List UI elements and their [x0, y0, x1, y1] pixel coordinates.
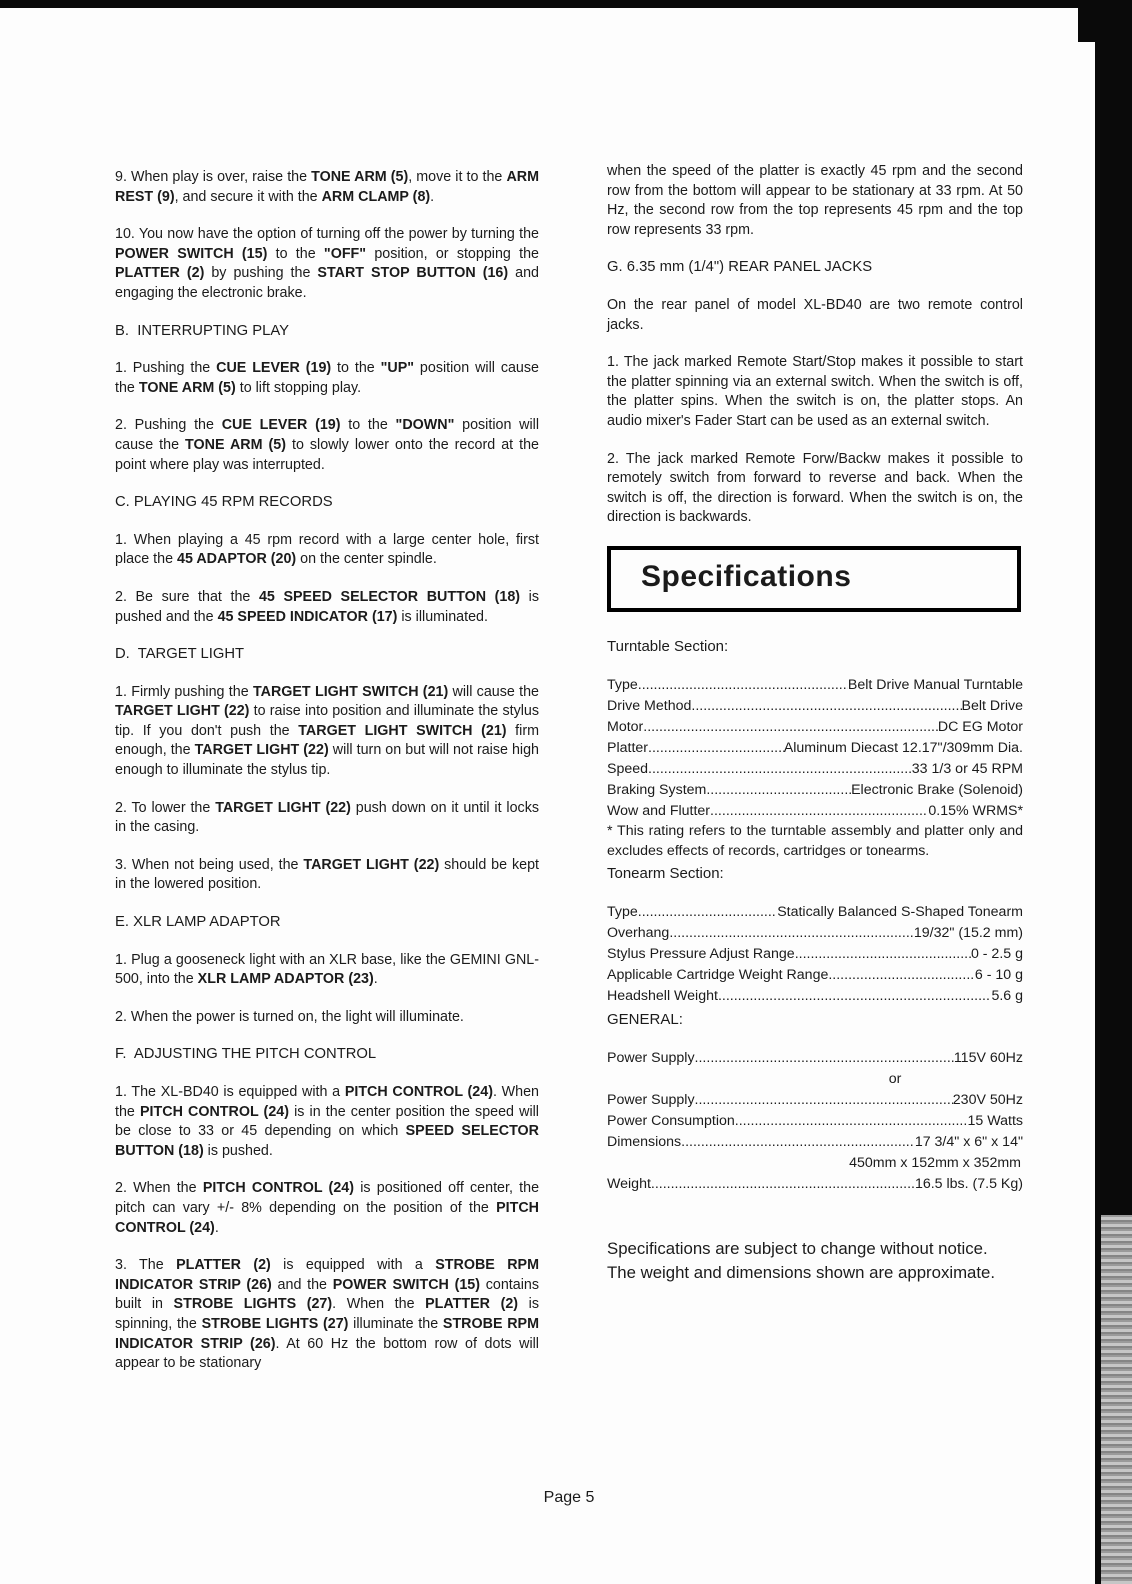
- bold-term: XLR LAMP ADAPTOR (23): [197, 971, 374, 988]
- spec-line: [607, 675, 1023, 696]
- text-run: 1. When playing a 45 rpm record with a large center hole, first place the: [115, 531, 539, 568]
- dot-leader: [648, 738, 784, 759]
- dot-leader: [735, 1111, 968, 1132]
- section-heading: C. PLAYING 45 RPM RECORDS: [115, 494, 333, 511]
- bold-term: TARGET LIGHT (22): [303, 856, 440, 873]
- spec-label: Braking System: [607, 781, 707, 798]
- dot-leader: [691, 696, 961, 717]
- bold-term: "UP": [380, 360, 415, 377]
- text-run: 3. When not being used, the: [115, 856, 304, 873]
- text-run: on the center spindle.: [296, 551, 437, 568]
- bold-term: "DOWN": [395, 417, 455, 434]
- bold-term: START STOP BUTTON (16): [317, 265, 509, 282]
- text-run: 1. Pushing the: [115, 360, 217, 377]
- bold-term: SPEED SELECTOR BUTTON (18): [115, 1123, 539, 1159]
- text-run: . At 60 Hz the bottom row of dots will appear to be stationary: [115, 1335, 539, 1372]
- bold-term: 45 SPEED SELECTOR BUTTON (18): [258, 588, 521, 605]
- dot-leader: [695, 1090, 953, 1111]
- left-column: [115, 168, 539, 1392]
- text-run: position, or stopping the: [366, 245, 540, 262]
- spec-line: [607, 1048, 1023, 1069]
- text-run: . When the: [332, 1296, 426, 1313]
- spec-section-title: Turntable Section:: [607, 637, 729, 655]
- page-number: Page 5: [543, 1489, 595, 1506]
- dot-leader: [681, 1132, 915, 1153]
- text-run: is in the center position the speed will be close to 33 or 45 depending on which: [115, 1103, 539, 1140]
- dot-leader: [669, 923, 914, 944]
- bold-term: STROBE LIGHTS (27): [201, 1315, 349, 1332]
- paragraph: [607, 450, 1023, 528]
- spec-label: Motor: [607, 718, 644, 735]
- spec-value: Belt Drive Manual Turntable: [847, 676, 1023, 693]
- spec-line: [607, 801, 1023, 822]
- text-run: . When the: [115, 1084, 539, 1120]
- spec-line: [607, 759, 1023, 780]
- text-run: 2. When the: [115, 1180, 203, 1197]
- text-run: is pushed and the: [115, 588, 539, 625]
- spec-line: [607, 717, 1023, 738]
- text-run: , move it to the: [408, 169, 507, 185]
- text-run: 2. To lower the: [115, 799, 216, 816]
- text-run: is pushed.: [203, 1142, 273, 1159]
- spec-label: Platter: [607, 739, 649, 756]
- bold-term: POWER SWITCH (15): [115, 245, 268, 262]
- spec-label: Drive Method: [607, 697, 692, 714]
- dot-leader: [828, 965, 975, 986]
- spec-value: Aluminum Diecast 12.17"/309mm Dia.: [783, 739, 1023, 756]
- spec-line: [607, 696, 1023, 717]
- spec-line: [607, 1132, 1023, 1153]
- text-run: by pushing the: [204, 265, 318, 282]
- spec-line: [607, 986, 1023, 1007]
- paragraph: [115, 168, 539, 207]
- spec-value: 230V 50Hz: [952, 1092, 1023, 1109]
- paragraph: [607, 353, 1023, 431]
- text-run: to slowly lower onto the record at the point where play was interrupted.: [115, 436, 539, 473]
- spec-value: 5.6 g: [991, 988, 1023, 1005]
- bold-term: 45 SPEED INDICATOR (17): [217, 608, 398, 625]
- paragraph: [115, 1008, 539, 1028]
- spec-value: DC EG Motor: [937, 718, 1023, 735]
- paragraph: [115, 1179, 539, 1238]
- spec-label: Speed: [607, 760, 649, 777]
- text-run: 2. When the power is turned on, the light will illuminate.: [115, 1008, 464, 1025]
- text-run: and engaging the electronic brake.: [115, 265, 539, 301]
- paragraph: [115, 951, 539, 990]
- text-run: is equipped with a: [270, 1257, 436, 1274]
- bold-term: TONE ARM (5): [185, 436, 286, 453]
- spec-label: Dimensions: [607, 1134, 682, 1151]
- paragraph: [115, 683, 539, 781]
- paragraph: [115, 416, 539, 475]
- spec-label: Type: [607, 904, 638, 921]
- paragraph: [115, 1256, 539, 1374]
- scan-artifact-top-edge: [0, 0, 1132, 8]
- spec-section-title: GENERAL:: [607, 1011, 683, 1029]
- text-run: 1. The XL-BD40 is equipped with a: [115, 1084, 345, 1100]
- spec-label: Headshell Weight: [607, 988, 718, 1005]
- dot-leader: [638, 902, 777, 923]
- spec-section-title: Tonearm Section:: [607, 865, 724, 883]
- specifications-box: [607, 546, 1021, 612]
- text-run: firm enough, the: [115, 722, 539, 759]
- bold-term: PITCH CONTROL (24): [140, 1103, 289, 1120]
- text-run: should be kept in the lowered position.: [115, 856, 539, 893]
- paragraph: [607, 162, 1023, 240]
- dot-leader: [710, 801, 928, 822]
- text-run: 1. The jack marked Remote Start/Stop makes it possible to start the platter spinning via an external switch. When the switch is off, the platter spins. When the switch is on, the platter stops. An audio mixer's Fader Start can be used as an external switch.: [607, 354, 1023, 429]
- spec-or-separator: or: [888, 1071, 902, 1088]
- bold-term: TARGET LIGHT (22): [215, 799, 351, 816]
- text-run: .: [214, 1219, 219, 1236]
- text-run: to raise into position and illuminate the stylus tip. If you don't push the: [115, 703, 539, 739]
- spec-value: 0 - 2.5 g: [970, 946, 1023, 963]
- paragraph: [115, 856, 539, 895]
- section-heading: G. 6.35 mm (1/4") REAR PANEL JACKS: [607, 259, 873, 276]
- bold-term: PLATTER (2): [425, 1296, 519, 1313]
- bold-term: STROBE LIGHTS (27): [173, 1296, 333, 1313]
- text-run: 2. The jack marked Remote Forw/Backw makes it possible to remotely switch from forward to reverse and back. When the switch is off, the direction is forward. When the switch is on, the direction is backwards.: [607, 450, 1023, 526]
- dot-leader: [795, 944, 971, 965]
- spec-label: Power Supply: [607, 1092, 695, 1109]
- spec-line: [607, 965, 1023, 986]
- text-run: is spinning, the: [115, 1296, 539, 1332]
- spec-line: [607, 923, 1023, 944]
- text-run: illuminate the: [348, 1315, 443, 1332]
- bold-term: POWER SWITCH (15): [332, 1276, 481, 1293]
- section-heading: D. TARGET LIGHT: [115, 646, 245, 663]
- spec-value: Electronic Brake (Solenoid): [851, 781, 1023, 798]
- spec-value: Statically Balanced S-Shaped Tonearm: [777, 904, 1023, 921]
- change-notice-line: The weight and dimensions shown are approximate.: [607, 1263, 996, 1283]
- spec-label: Power Supply: [607, 1050, 695, 1067]
- bold-term: PLATTER (2): [115, 265, 205, 282]
- text-run: 10. You now have the option of turning off the power by turning the: [115, 226, 539, 243]
- spec-line: [607, 902, 1023, 923]
- text-run: to the: [267, 245, 324, 262]
- text-run: On the rear panel of model XL-BD40 are two remote control jacks.: [607, 296, 1023, 333]
- bold-term: 45 ADAPTOR (20): [177, 551, 297, 568]
- text-run: push down on it until it locks in the casing.: [115, 799, 539, 836]
- text-run: 1. Plug a gooseneck light with an XLR base, like the GEMINI GNL-500, into the: [115, 951, 539, 988]
- spec-value: 6 - 10 g: [974, 967, 1023, 984]
- change-notice: [607, 1237, 1023, 1285]
- spec-line: [607, 1174, 1023, 1195]
- dot-leader: [695, 1048, 954, 1069]
- bold-term: TARGET LIGHT (22): [115, 703, 250, 720]
- spec-value: 19/32" (15.2 mm): [913, 925, 1023, 942]
- text-run: is positioned off center, the pitch can vary +/- 8% depending on the position of the: [115, 1180, 540, 1216]
- text-run: 3. The: [115, 1257, 177, 1274]
- text-run: to the: [340, 417, 396, 434]
- bold-term: PITCH CONTROL (24): [344, 1084, 493, 1100]
- text-run: position will cause the: [115, 360, 539, 396]
- dot-leader: [648, 759, 912, 780]
- section-heading: B. INTERRUPTING PLAY: [115, 322, 290, 339]
- text-run: , and secure it with the: [174, 188, 322, 205]
- text-run: and the: [271, 1276, 333, 1293]
- dot-leader: [638, 675, 848, 696]
- spec-line: [607, 780, 1023, 801]
- spec-label: Type: [607, 676, 638, 693]
- bold-term: STROBE RPM INDICATOR STRIP (26): [115, 1257, 539, 1293]
- text-run: contains built in: [115, 1276, 539, 1313]
- text-run: is illuminated.: [397, 608, 488, 625]
- bold-term: PITCH CONTROL (24): [115, 1199, 539, 1236]
- spec-label: Overhang: [607, 925, 670, 942]
- bold-term: TONE ARM (5): [138, 379, 236, 396]
- spec-value: 0.15% WRMS*: [928, 802, 1023, 819]
- bold-term: ARM CLAMP (8): [321, 188, 431, 205]
- text-run: to lift stopping play.: [235, 379, 362, 396]
- text-run: .: [430, 188, 435, 205]
- text-run: 2. Pushing the: [115, 417, 222, 434]
- spec-value: 15 Watts: [967, 1113, 1023, 1130]
- text-run: .: [373, 971, 378, 988]
- text-run: 1. Firmly pushing the: [115, 683, 253, 700]
- bold-term: "OFF": [323, 245, 367, 262]
- paragraph: [115, 531, 539, 570]
- bold-term: CUE LEVER (19): [216, 360, 332, 377]
- text-run: position will cause the: [115, 417, 540, 453]
- bold-term: STROBE RPM INDICATOR STRIP (26): [115, 1315, 539, 1352]
- spec-line: [607, 1111, 1023, 1132]
- paragraph: [115, 359, 539, 398]
- spec-footnote: * This rating refers to the turntable assembly and platter only and excludes effects of records, cartridges or tonearms.: [607, 822, 1023, 859]
- specifications-title: Specifications: [641, 559, 852, 593]
- spec-value-continuation: 450mm x 152mm x 352mm: [849, 1155, 1021, 1172]
- bold-term: PITCH CONTROL (24): [202, 1180, 354, 1197]
- spec-value: Belt Drive: [961, 697, 1023, 714]
- section-heading: F. ADJUSTING THE PITCH CONTROL: [115, 1046, 377, 1063]
- dot-leader: [718, 986, 992, 1007]
- bold-term: TARGET LIGHT (22): [194, 742, 329, 759]
- spec-label: Stylus Pressure Adjust Range: [607, 946, 795, 963]
- dot-leader: [651, 1174, 915, 1195]
- dot-leader: [706, 780, 851, 801]
- right-column: [607, 162, 1023, 1285]
- dot-leader: [643, 717, 938, 738]
- scan-artifact-page-stack-stripes: [1101, 1215, 1132, 1584]
- paragraph: [607, 296, 1023, 335]
- spec-line: [607, 738, 1023, 759]
- bold-term: TONE ARM (5): [311, 169, 409, 185]
- section-heading: E. XLR LAMP ADAPTOR: [115, 914, 281, 931]
- paragraph: [115, 1083, 539, 1161]
- spec-value: 33 1/3 or 45 RPM: [911, 760, 1023, 777]
- spec-label: Weight: [607, 1176, 651, 1193]
- bold-term: TARGET LIGHT SWITCH (21): [298, 722, 507, 739]
- bold-term: ARM REST (9): [115, 169, 539, 205]
- spec-label: Wow and Flutter: [607, 802, 711, 819]
- text-run: to the: [331, 360, 381, 377]
- text-run: will cause the: [448, 683, 539, 700]
- text-run: 9. When play is over, raise the: [115, 169, 312, 185]
- bold-term: TARGET LIGHT SWITCH (21): [252, 683, 449, 700]
- spec-value: 115V 60Hz: [953, 1050, 1023, 1067]
- spec-value: 16.5 lbs. (7.5 Kg): [914, 1176, 1023, 1193]
- paragraph: [115, 588, 539, 627]
- paragraph: [115, 225, 539, 303]
- spec-label: Applicable Cartridge Weight Range: [607, 967, 829, 984]
- bold-term: PLATTER (2): [176, 1257, 271, 1274]
- spec-label: Power Consumption: [607, 1113, 735, 1130]
- text-run: will turn on but will not raise high enough to illuminate the stylus tip.: [115, 742, 539, 779]
- text-run: 2. Be sure that the: [115, 588, 259, 605]
- change-notice-line: Specifications are subject to change without notice.: [607, 1239, 988, 1259]
- paragraph: [115, 799, 539, 838]
- bold-term: CUE LEVER (19): [221, 417, 341, 434]
- text-run: when the speed of the platter is exactly 45 rpm and the second row from the bottom will appear to be stationary at 33 rpm. At 50 Hz, the second row from the top represents 45 rpm and the top row represents 33 rpm.: [607, 163, 1023, 238]
- spec-line: [607, 944, 1023, 965]
- spec-value: 17 3/4" x 6" x 14": [914, 1134, 1023, 1151]
- spec-line: [607, 1090, 1023, 1111]
